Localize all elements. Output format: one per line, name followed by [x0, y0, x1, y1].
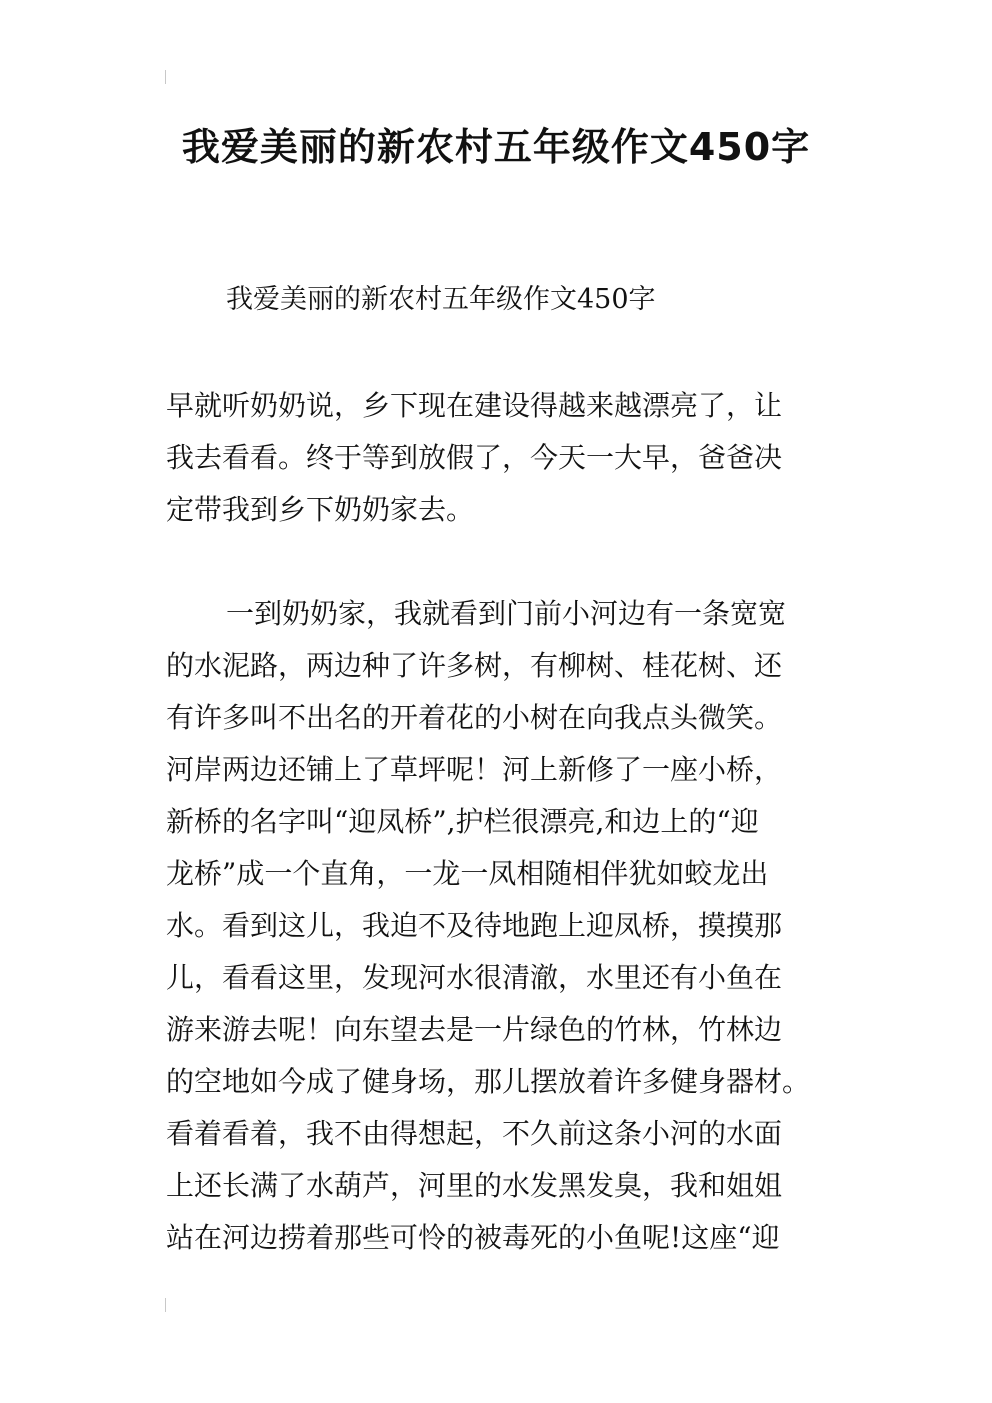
paragraph-line: 早就听奶奶说，乡下现在建设得越来越漂亮了，让 — [166, 389, 783, 422]
paragraph-line: 儿，看看这里，发现河水很清澈，水里还有小鱼在 — [166, 961, 783, 994]
paragraph-line: 站在河边捞着那些可怜的被毒死的小鱼呢!这座“迎 — [166, 1221, 780, 1254]
paragraph-line: 龙桥”成一个直角，一龙一凤相随相伴犹如蛟龙出 — [166, 857, 769, 890]
document-subtitle: 我爱美丽的新农村五年级作文450字 — [226, 284, 656, 315]
paragraph-line: 的空地如今成了健身场，那儿摆放着许多健身器材。 — [166, 1065, 811, 1098]
page-corner-mark-top — [165, 70, 166, 84]
paragraph-line: 我去看看。终于等到放假了，今天一大早，爸爸决 — [166, 441, 783, 474]
paragraph-line: 河岸两边还铺上了草坪呢！河上新修了一座小桥， — [166, 753, 783, 786]
paragraph-line: 的水泥路，两边种了许多树，有柳树、桂花树、还 — [166, 649, 783, 682]
paragraph-line: 上还长满了水葫芦，河里的水发黑发臭，我和姐姐 — [166, 1169, 783, 1202]
paragraph-line: 定带我到乡下奶奶家去。 — [166, 493, 475, 526]
paragraph-line: 有许多叫不出名的开着花的小树在向我点头微笑。 — [166, 701, 783, 734]
paragraph-line: 一到奶奶家，我就看到门前小河边有一条宽宽 — [226, 597, 787, 630]
page-corner-mark-bottom — [165, 1298, 166, 1312]
document-title: 我爱美丽的新农村五年级作文450字 — [181, 125, 811, 169]
paragraph-line: 新桥的名字叫“迎凤桥”,护栏很漂亮,和边上的“迎 — [166, 805, 759, 838]
paragraph-line: 水。看到这儿，我迫不及待地跑上迎凤桥，摸摸那 — [166, 909, 783, 942]
paragraph-line: 看着看着，我不由得想起，不久前这条小河的水面 — [166, 1117, 783, 1150]
paragraph-line: 游来游去呢！向东望去是一片绿色的竹林，竹林边 — [166, 1013, 783, 1046]
